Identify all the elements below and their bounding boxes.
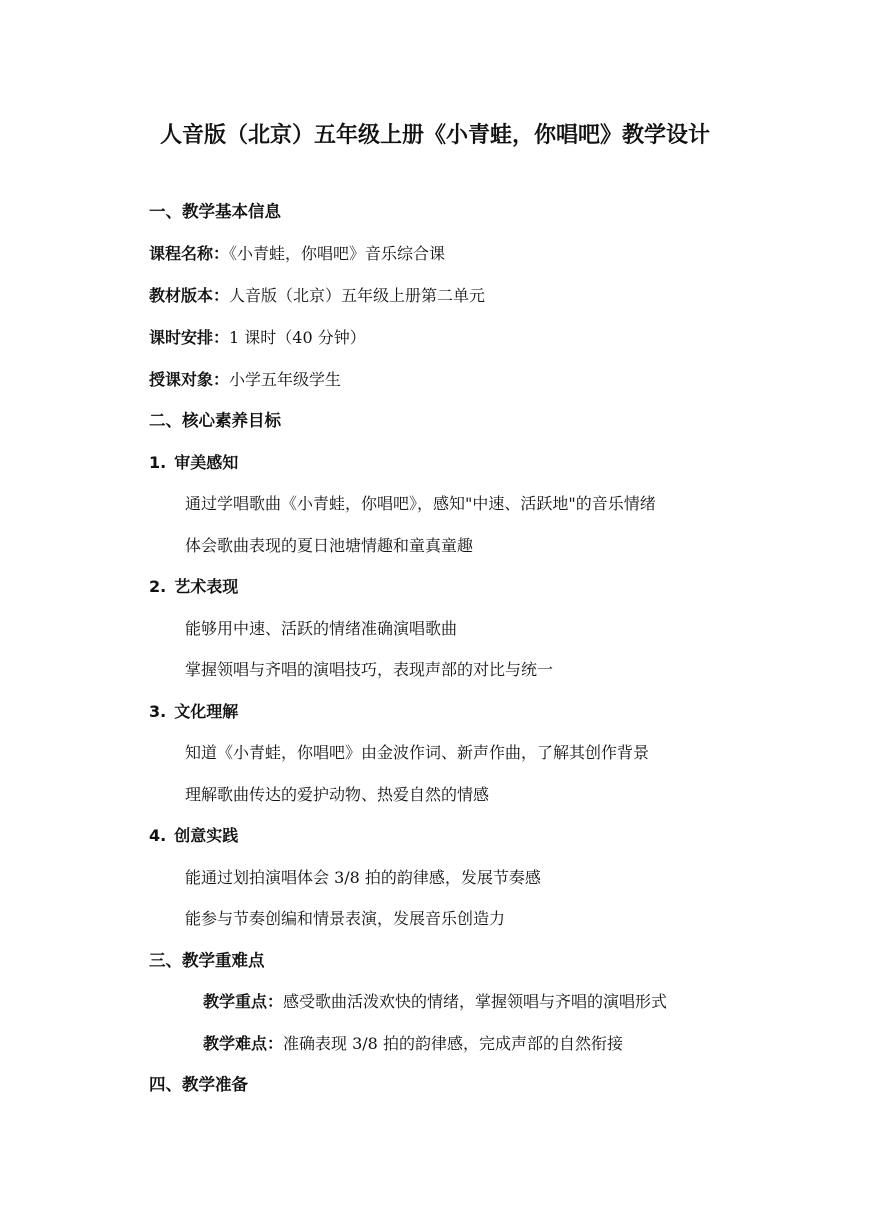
goal-heading-aesthetic — [149, 451, 238, 475]
hours-value: 1 课时（40 分钟） — [229, 328, 366, 347]
goal-item: 体会歌曲表现的夏日池塘情趣和童真童趣 — [185, 536, 474, 555]
edition-value: 人音版（北京）五年级上册第二单元 — [229, 286, 486, 305]
goal-heading-creativity — [149, 824, 238, 848]
goal-number: 1. — [149, 453, 167, 472]
section-heading-preparation: 四、教学准备 — [149, 1075, 248, 1094]
goal-title: 艺术表现 — [174, 577, 239, 596]
goal-item: 知道《小青蛙，你唱吧》由金波作词、新声作曲，了解其创作背景 — [185, 743, 650, 762]
key-point-label: 教学重点： — [203, 992, 284, 1011]
goal-item: 通过学唱歌曲《小青蛙，你唱吧》，感知"中速、活跃地"的音乐情绪 — [185, 494, 656, 513]
course-label: 课程名称： — [149, 244, 230, 263]
difficulty-label: 教学难点： — [203, 1034, 284, 1053]
section-heading-goals: 二、核心素养目标 — [149, 411, 281, 430]
goal-title: 文化理解 — [174, 702, 239, 721]
info-row-edition — [149, 284, 485, 308]
goal-item: 能够用中速、活跃的情绪准确演唱歌曲 — [185, 619, 458, 638]
goal-number: 3. — [149, 702, 167, 721]
hours-label: 课时安排： — [149, 328, 230, 347]
goal-item: 能通过划拍演唱体会 3/8 拍的韵律感，发展节奏感 — [185, 868, 541, 887]
info-row-target — [149, 368, 341, 392]
goal-item: 掌握领唱与齐唱的演唱技巧，表现声部的对比与统一 — [185, 660, 554, 679]
section-heading-basic-info: 一、教学基本信息 — [149, 202, 281, 221]
goal-title: 审美感知 — [174, 453, 239, 472]
goal-heading-performance — [149, 575, 238, 599]
goal-number: 2. — [149, 577, 167, 596]
info-row-hours — [149, 326, 366, 350]
goal-item: 理解歌曲传达的爱护动物、热爱自然的情感 — [185, 785, 490, 804]
difficulty-value: 准确表现 3/8 拍的韵律感，完成声部的自然衔接 — [283, 1034, 623, 1053]
key-point-value: 感受歌曲活泼欢快的情绪，掌握领唱与齐唱的演唱形式 — [283, 992, 668, 1011]
page-title: 人音版（北京）五年级上册《小青蛙，你唱吧》教学设计 — [159, 123, 710, 148]
course-value: 《小青蛙，你唱吧》音乐综合课 — [229, 244, 446, 263]
section-heading-key-points: 三、教学重难点 — [149, 951, 265, 970]
target-label: 授课对象： — [149, 370, 230, 389]
goal-title: 创意实践 — [174, 826, 239, 845]
difficulty-row — [203, 1032, 623, 1056]
info-row-course — [149, 242, 445, 266]
goal-heading-culture — [149, 700, 238, 724]
target-value: 小学五年级学生 — [229, 370, 342, 389]
goal-item: 能参与节奏创编和情景表演，发展音乐创造力 — [185, 909, 506, 928]
edition-label: 教材版本： — [149, 286, 230, 305]
key-point-row — [203, 990, 667, 1014]
goal-number: 4. — [149, 826, 167, 845]
